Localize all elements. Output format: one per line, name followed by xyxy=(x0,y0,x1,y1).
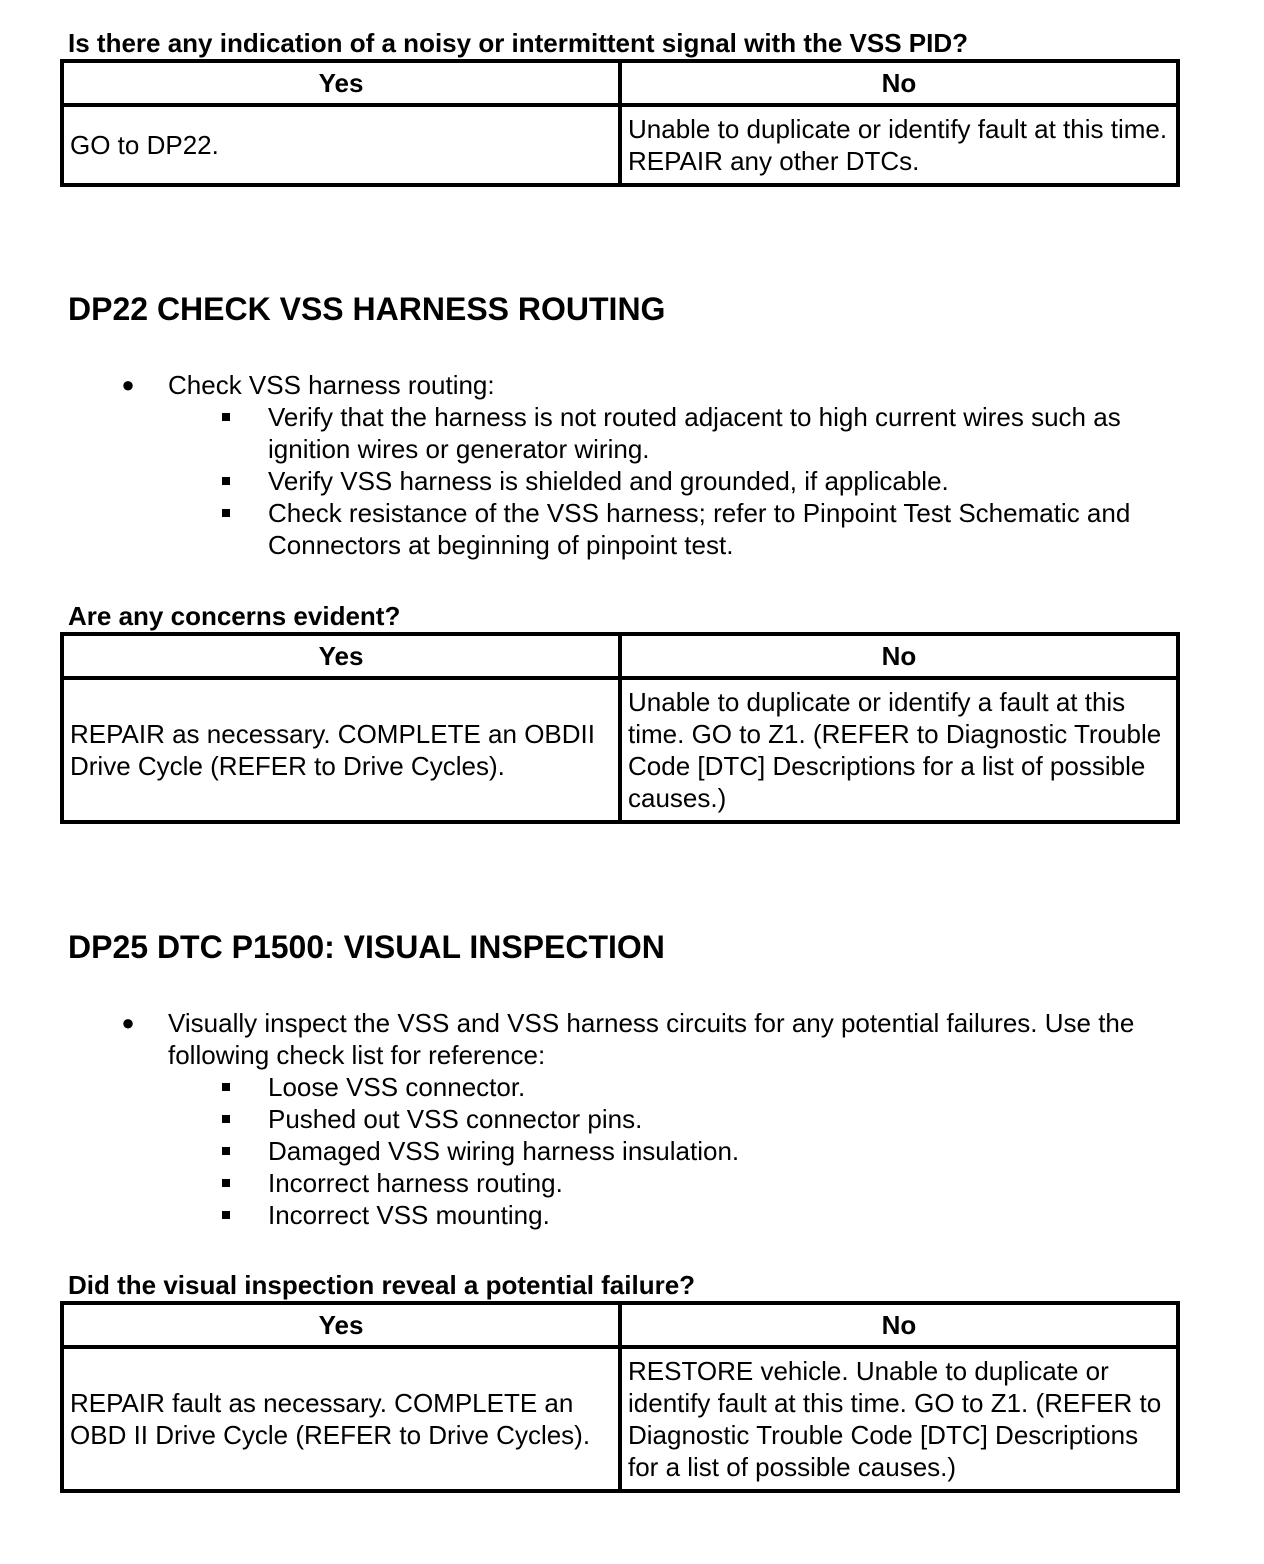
list-item xyxy=(0,1071,1264,1103)
yes-cell: GO to DP22. xyxy=(62,105,620,185)
list-item xyxy=(0,1103,1264,1135)
vss-pid-decision-table xyxy=(60,59,1180,187)
square-bullet-icon xyxy=(222,1083,230,1091)
list-item xyxy=(0,497,1264,561)
list-item xyxy=(0,1199,1264,1231)
square-bullet-icon xyxy=(222,413,230,421)
list-item xyxy=(0,369,1264,401)
subitem-text: Pushed out VSS connector pins. xyxy=(268,1104,643,1134)
vss-pid-question: Is there any indication of a noisy or intermittent signal with the VSS PID? xyxy=(68,28,969,58)
subitem-text: Loose VSS connector. xyxy=(268,1072,526,1102)
yes-cell: REPAIR fault as necessary. COMPLETE an OBD II Drive Cycle (REFER to Drive Cycles). xyxy=(62,1347,620,1491)
bullet-text: Check VSS harness routing: xyxy=(168,370,495,400)
subitem-text: Verify that the harness is not routed adjacent to high current wires such as ignition wires or generator wiring. xyxy=(268,402,1121,464)
table-header-row xyxy=(62,61,1178,105)
bullet-dot-icon: ● xyxy=(121,1010,135,1035)
table-row xyxy=(62,1347,1178,1491)
yes-header: Yes xyxy=(62,1303,620,1347)
yes-header: Yes xyxy=(62,634,620,678)
square-bullet-icon xyxy=(222,1179,230,1187)
yes-cell: REPAIR as necessary. COMPLETE an OBDII Drive Cycle (REFER to Drive Cycles). xyxy=(62,678,620,822)
yes-header: Yes xyxy=(62,61,620,105)
square-bullet-icon xyxy=(222,477,230,485)
table-row xyxy=(62,678,1178,822)
subitem-text: Damaged VSS wiring harness insulation. xyxy=(268,1136,740,1166)
table-header-row xyxy=(62,634,1178,678)
no-cell: Unable to duplicate or identify fault at this time. REPAIR any other DTCs. xyxy=(620,105,1178,185)
subitem-text: Check resistance of the VSS harness; refer to Pinpoint Test Schematic and Connectors at beginning of pinpoint test. xyxy=(268,498,1131,560)
table-header-row xyxy=(62,1303,1178,1347)
square-bullet-icon xyxy=(222,1147,230,1155)
list-item xyxy=(0,465,1264,497)
table-row xyxy=(62,105,1178,185)
visual-inspection-decision-table xyxy=(60,1301,1180,1493)
concerns-question: Are any concerns evident? xyxy=(68,601,401,631)
subitem-text: Incorrect VSS mounting. xyxy=(268,1200,550,1230)
bullet-text: Visually inspect the VSS and VSS harness circuits for any potential failures. Use the following check list for reference: xyxy=(168,1008,1135,1070)
no-header: No xyxy=(620,61,1178,105)
no-header: No xyxy=(620,1303,1178,1347)
list-item xyxy=(0,1007,1264,1071)
square-bullet-icon xyxy=(222,1115,230,1123)
subitem-text: Verify VSS harness is shielded and grounded, if applicable. xyxy=(268,466,949,496)
concerns-decision-table xyxy=(60,632,1180,824)
no-header: No xyxy=(620,634,1178,678)
dp22-instructions xyxy=(0,369,1264,561)
no-cell: RESTORE vehicle. Unable to duplicate or identify fault at this time. GO to Z1. (REFER to Diagnostic Trouble Code [DTC] Descriptions for a list of possible causes.) xyxy=(620,1347,1178,1491)
list-item xyxy=(0,1167,1264,1199)
list-item xyxy=(0,401,1264,465)
square-bullet-icon xyxy=(222,1211,230,1219)
subitem-text: Incorrect harness routing. xyxy=(268,1168,563,1198)
dp25-heading: DP25 DTC P1500: VISUAL INSPECTION xyxy=(68,929,665,965)
dp22-heading: DP22 CHECK VSS HARNESS ROUTING xyxy=(68,291,666,327)
square-bullet-icon xyxy=(222,509,230,517)
visual-inspection-question: Did the visual inspection reveal a potential failure? xyxy=(68,1270,696,1300)
bullet-dot-icon: ● xyxy=(121,372,135,397)
no-cell: Unable to duplicate or identify a fault at this time. GO to Z1. (REFER to Diagnostic Trouble Code [DTC] Descriptions for a list of possible causes.) xyxy=(620,678,1178,822)
dp25-instructions xyxy=(0,1007,1264,1231)
list-item xyxy=(0,1135,1264,1167)
